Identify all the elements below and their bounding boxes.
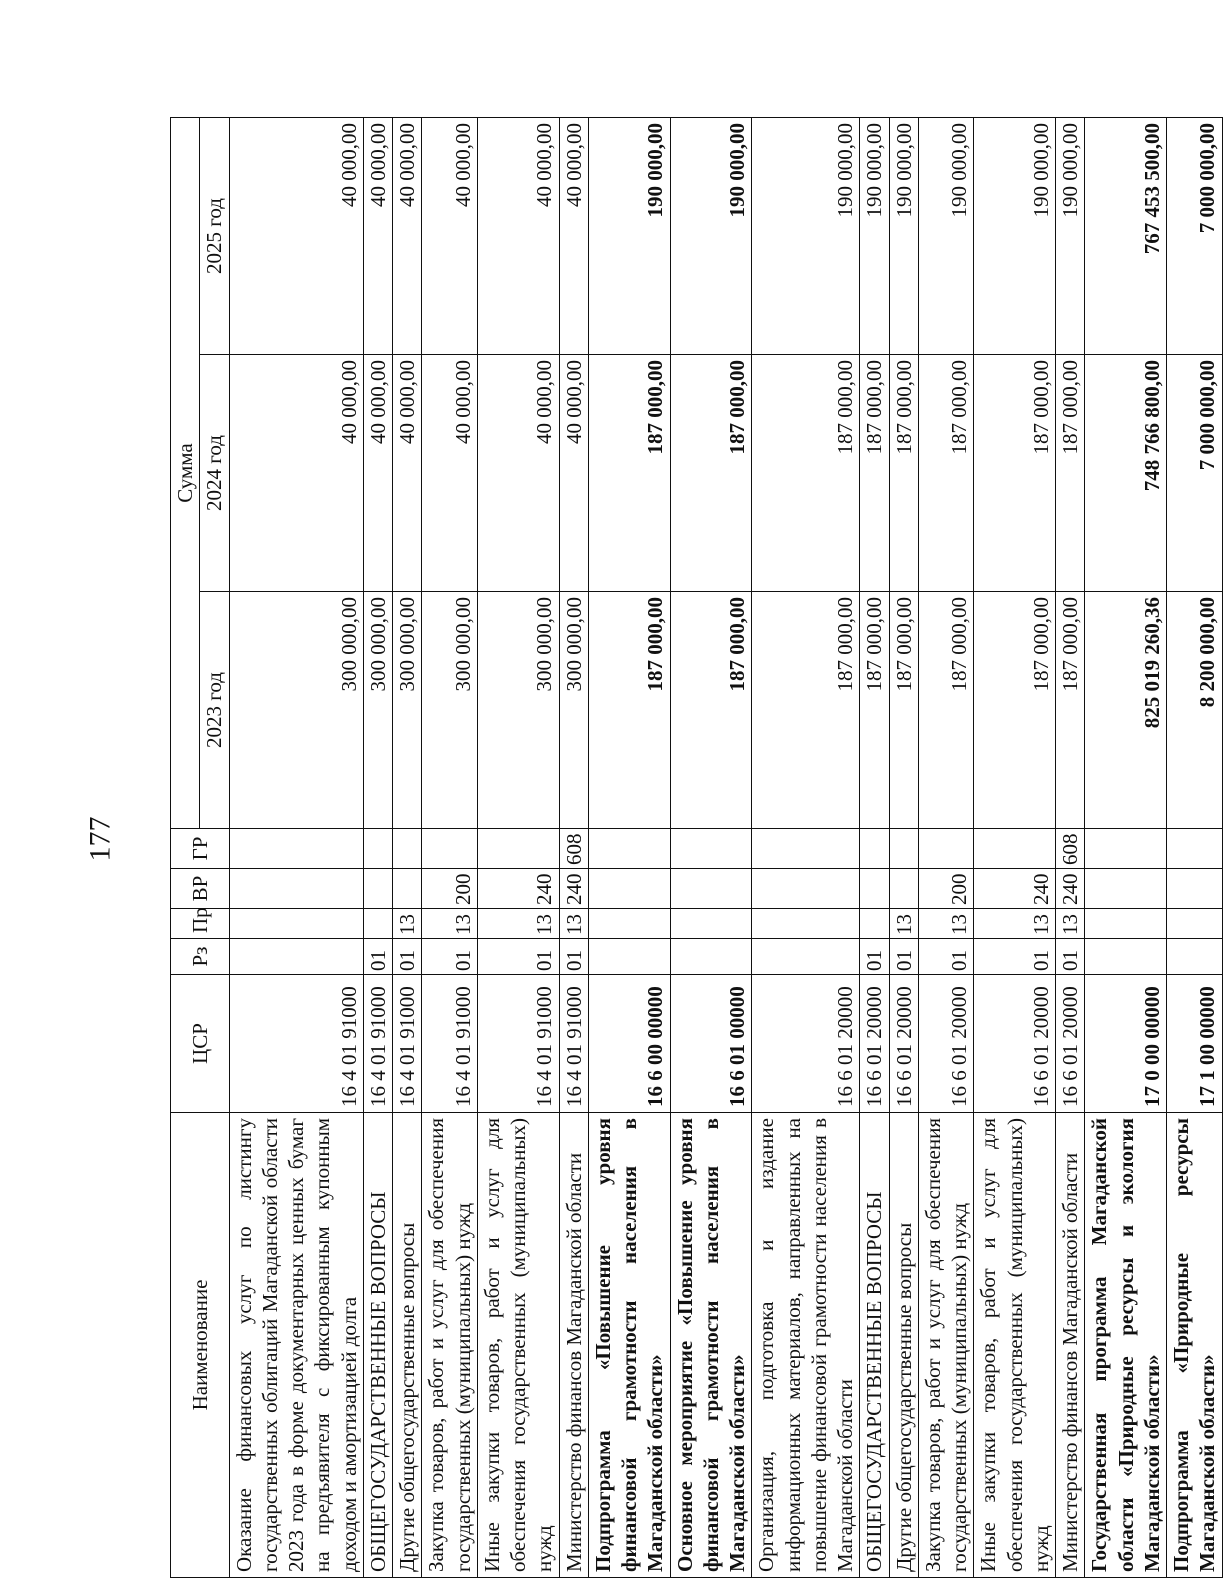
cell-csr: 16 6 01 20000: [974, 975, 1056, 1113]
cell-pr: 13: [1056, 909, 1085, 939]
cell-2025: 190 000,00: [752, 117, 860, 354]
cell-2024: 40 000,00: [559, 355, 588, 592]
cell-rz: [1167, 939, 1223, 975]
cell-2024: 187 000,00: [918, 355, 974, 592]
cell-csr: 16 6 01 00000: [670, 975, 752, 1113]
budget-table: [170, 117, 1223, 1578]
cell-rz: 01: [422, 939, 478, 975]
table-row: [1056, 117, 1085, 1577]
cell-name: Другие общегосударственные вопросы: [889, 1113, 918, 1578]
cell-vr: 200: [422, 869, 478, 909]
cell-2025: 190 000,00: [860, 117, 889, 354]
cell-2025: 7 000 000,00: [1167, 117, 1223, 354]
table-row: [1085, 117, 1167, 1577]
cell-2025: 40 000,00: [393, 117, 422, 354]
cell-vr: [670, 869, 752, 909]
cell-2024: 40 000,00: [393, 355, 422, 592]
table-body: [229, 117, 1222, 1577]
cell-vr: 200: [918, 869, 974, 909]
cell-rz: [229, 939, 363, 975]
cell-name: ОБЩЕГОСУДАРСТВЕННЫЕ ВОПРОСЫ: [363, 1113, 392, 1578]
cell-2024: 187 000,00: [974, 355, 1056, 592]
cell-pr: 13: [918, 909, 974, 939]
cell-rz: [670, 939, 752, 975]
header-vr: ВР: [171, 869, 230, 909]
table-row: [670, 117, 752, 1577]
cell-pr: 13: [559, 909, 588, 939]
table-row: [363, 117, 392, 1577]
header-gr: ГР: [171, 829, 230, 869]
cell-2023: 187 000,00: [588, 592, 670, 829]
cell-rz: 01: [363, 939, 392, 975]
cell-csr: 16 6 01 20000: [889, 975, 918, 1113]
cell-2024: 40 000,00: [363, 355, 392, 592]
cell-name: Министерство финансов Магаданской области: [1056, 1113, 1085, 1578]
cell-pr: 13: [393, 909, 422, 939]
cell-vr: [1167, 869, 1223, 909]
cell-name: Государственная программа Магаданской области «Природные ресурсы и экология Магаданской области»: [1085, 1113, 1167, 1578]
table-row: [889, 117, 918, 1577]
cell-csr: 16 6 01 20000: [1056, 975, 1085, 1113]
cell-name: Иные закупки товаров, работ и услуг для обеспечения государственных (муниципальных) нужд: [477, 1113, 559, 1578]
cell-2023: 300 000,00: [477, 592, 559, 829]
cell-2023: 300 000,00: [559, 592, 588, 829]
cell-2025: 40 000,00: [229, 117, 363, 354]
table-row: [477, 117, 559, 1577]
table-row: [860, 117, 889, 1577]
cell-csr: 16 4 01 91000: [422, 975, 478, 1113]
cell-gr: [393, 829, 422, 869]
cell-vr: [588, 869, 670, 909]
cell-vr: [1085, 869, 1167, 909]
cell-vr: 240: [559, 869, 588, 909]
cell-vr: 240: [477, 869, 559, 909]
cell-2023: 187 000,00: [918, 592, 974, 829]
cell-gr: [974, 829, 1056, 869]
table-row: [752, 117, 860, 1577]
cell-rz: [1085, 939, 1167, 975]
cell-2024: 187 000,00: [752, 355, 860, 592]
cell-csr: 17 1 00 00000: [1167, 975, 1223, 1113]
cell-gr: [889, 829, 918, 869]
cell-2025: 190 000,00: [974, 117, 1056, 354]
cell-csr: 16 4 01 91000: [229, 975, 363, 1113]
header-csr: ЦСР: [171, 975, 230, 1113]
header-2023: 2023 год: [200, 592, 229, 829]
cell-name: Подпрограмма «Повышение уровня финансовой грамотности населения в Магаданской области»: [588, 1113, 670, 1578]
cell-2023: 300 000,00: [393, 592, 422, 829]
cell-gr: [363, 829, 392, 869]
cell-gr: [477, 829, 559, 869]
cell-2023: 187 000,00: [670, 592, 752, 829]
cell-vr: [752, 869, 860, 909]
cell-rz: 01: [889, 939, 918, 975]
cell-csr: 16 4 01 91000: [477, 975, 559, 1113]
cell-csr: 16 6 01 20000: [752, 975, 860, 1113]
table-row: [393, 117, 422, 1577]
cell-pr: 13: [477, 909, 559, 939]
cell-gr: [860, 829, 889, 869]
cell-2025: 190 000,00: [670, 117, 752, 354]
cell-name: Подпрограмма «Природные ресурсы Магаданской области»: [1167, 1113, 1223, 1578]
cell-csr: 16 6 01 20000: [918, 975, 974, 1113]
cell-2023: 300 000,00: [363, 592, 392, 829]
cell-2025: 40 000,00: [477, 117, 559, 354]
cell-pr: [1085, 909, 1167, 939]
cell-vr: [860, 869, 889, 909]
cell-gr: 608: [1056, 829, 1085, 869]
cell-vr: [229, 869, 363, 909]
table-row: [559, 117, 588, 1577]
cell-gr: [588, 829, 670, 869]
cell-name: Иные закупки товаров, работ и услуг для обеспечения государственных (муниципальных) нужд: [974, 1113, 1056, 1578]
cell-2023: 300 000,00: [229, 592, 363, 829]
cell-2024: 748 766 800,00: [1085, 355, 1167, 592]
cell-pr: [752, 909, 860, 939]
cell-2024: 40 000,00: [422, 355, 478, 592]
cell-gr: 608: [559, 829, 588, 869]
cell-name: Оказание финансовых услуг по листингу государственных облигаций Магаданской области 2023 года в форме документарных ценных бумаг на предъявителя с фиксированным купонным доходом и амортизацией долга: [229, 1113, 363, 1578]
cell-2024: 187 000,00: [860, 355, 889, 592]
cell-name: Закупка товаров, работ и услуг для обеспечения государственных (муниципальных) нужд: [422, 1113, 478, 1578]
cell-2023: 187 000,00: [752, 592, 860, 829]
cell-rz: 01: [477, 939, 559, 975]
cell-2023: 825 019 260,36: [1085, 592, 1167, 829]
table-row: [422, 117, 478, 1577]
cell-rz: 01: [1056, 939, 1085, 975]
table-row: [1167, 117, 1223, 1577]
cell-rz: 01: [559, 939, 588, 975]
cell-vr: [889, 869, 918, 909]
cell-pr: [670, 909, 752, 939]
cell-gr: [752, 829, 860, 869]
cell-rz: 01: [918, 939, 974, 975]
cell-gr: [1167, 829, 1223, 869]
header-rz: Рз: [171, 939, 230, 975]
cell-2025: 40 000,00: [422, 117, 478, 354]
cell-2025: 767 453 500,00: [1085, 117, 1167, 354]
cell-name: Министерство финансов Магаданской области: [559, 1113, 588, 1578]
cell-csr: 17 0 00 00000: [1085, 975, 1167, 1113]
rotated-table-wrapper: [170, 118, 1220, 1578]
cell-gr: [1085, 829, 1167, 869]
page-number: 177: [83, 816, 117, 862]
table-row: [588, 117, 670, 1577]
cell-2025: 190 000,00: [1056, 117, 1085, 354]
cell-pr: [229, 909, 363, 939]
cell-2025: 40 000,00: [363, 117, 392, 354]
cell-rz: 01: [393, 939, 422, 975]
cell-rz: [588, 939, 670, 975]
cell-csr: 16 4 01 91000: [559, 975, 588, 1113]
cell-gr: [422, 829, 478, 869]
cell-2024: 187 000,00: [1056, 355, 1085, 592]
cell-2024: 187 000,00: [588, 355, 670, 592]
cell-vr: 240: [974, 869, 1056, 909]
cell-rz: 01: [860, 939, 889, 975]
header-2025: 2025 год: [200, 117, 229, 354]
cell-vr: [363, 869, 392, 909]
table-row: [229, 117, 363, 1577]
cell-vr: 240: [1056, 869, 1085, 909]
cell-2024: 187 000,00: [670, 355, 752, 592]
cell-csr: 16 4 01 91000: [393, 975, 422, 1113]
cell-gr: [670, 829, 752, 869]
cell-gr: [918, 829, 974, 869]
cell-2024: 40 000,00: [477, 355, 559, 592]
cell-2024: 187 000,00: [889, 355, 918, 592]
cell-2025: 40 000,00: [559, 117, 588, 354]
cell-name: Организация, подготовка и издание информационных материалов, направленных на повышение финансовой грамотности населения в Магаданской области: [752, 1113, 860, 1578]
cell-pr: 13: [889, 909, 918, 939]
cell-pr: [860, 909, 889, 939]
cell-vr: [393, 869, 422, 909]
header-pr: Пр: [171, 909, 230, 939]
cell-pr: 13: [422, 909, 478, 939]
cell-gr: [229, 829, 363, 869]
cell-pr: [363, 909, 392, 939]
cell-pr: [1167, 909, 1223, 939]
cell-2024: 7 000 000,00: [1167, 355, 1223, 592]
cell-2023: 187 000,00: [889, 592, 918, 829]
table-row: [918, 117, 974, 1577]
cell-name: ОБЩЕГОСУДАРСТВЕННЫЕ ВОПРОСЫ: [860, 1113, 889, 1578]
cell-rz: [752, 939, 860, 975]
cell-rz: 01: [974, 939, 1056, 975]
cell-2023: 8 200 000,00: [1167, 592, 1223, 829]
cell-name: Основное мероприятие «Повышение уровня финансовой грамотности населения в Магаданской области»: [670, 1113, 752, 1578]
cell-2023: 187 000,00: [860, 592, 889, 829]
cell-2025: 190 000,00: [889, 117, 918, 354]
cell-2023: 187 000,00: [1056, 592, 1085, 829]
header-row-1: [171, 117, 200, 1577]
header-name: Наименование: [171, 1113, 230, 1578]
cell-2025: 190 000,00: [918, 117, 974, 354]
cell-csr: 16 4 01 91000: [363, 975, 392, 1113]
cell-2023: 300 000,00: [422, 592, 478, 829]
cell-name: Другие общегосударственные вопросы: [393, 1113, 422, 1578]
cell-2024: 40 000,00: [229, 355, 363, 592]
cell-csr: 16 6 00 00000: [588, 975, 670, 1113]
cell-2023: 187 000,00: [974, 592, 1056, 829]
cell-csr: 16 6 01 20000: [860, 975, 889, 1113]
cell-pr: 13: [974, 909, 1056, 939]
header-sum: Сумма: [171, 117, 200, 828]
cell-2025: 190 000,00: [588, 117, 670, 354]
table-row: [974, 117, 1056, 1577]
cell-name: Закупка товаров, работ и услуг для обеспечения государственных (муниципальных) нужд: [918, 1113, 974, 1578]
cell-pr: [588, 909, 670, 939]
header-2024: 2024 год: [200, 355, 229, 592]
